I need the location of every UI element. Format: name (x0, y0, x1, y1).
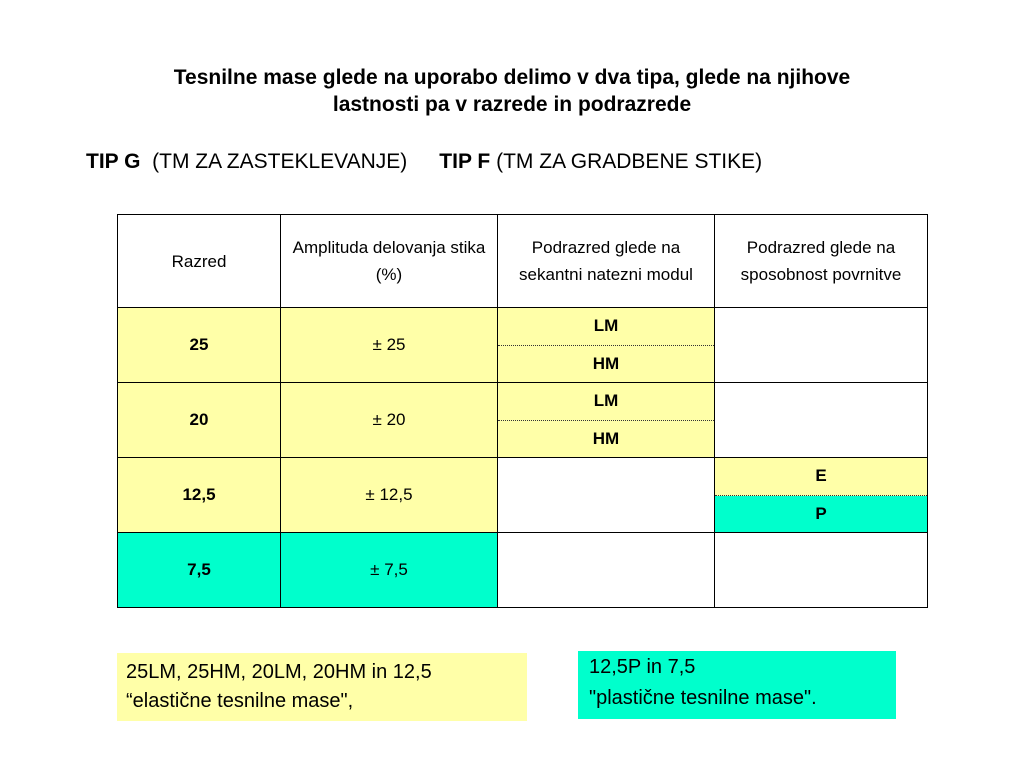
cell-amplituda: ± 12,5 (281, 458, 498, 533)
cell-razred: 25 (118, 308, 281, 383)
cell-modul (498, 383, 715, 458)
header-povrnitev: Podrazred glede na sposobnost povrnitve (715, 215, 928, 308)
cell-amplituda: ± 20 (281, 383, 498, 458)
subclass-lm: LM (498, 383, 714, 421)
plastic-note-line-2: "plastične tesnilne mase". (589, 687, 817, 709)
cell-modul (498, 308, 715, 383)
header-razred: Razred (118, 215, 281, 308)
title-line-1: Tesnilne mase glede na uporabo delimo v dva tipa, glede na njihove (173, 66, 851, 89)
tip-f-label: TIP F (439, 150, 491, 173)
cell-povrnitev (715, 308, 928, 383)
cell-amplituda: ± 7,5 (281, 533, 498, 608)
tip-f-desc: (TM ZA GRADBENE STIKE) (496, 150, 763, 173)
cell-povrnitev (715, 383, 928, 458)
subclass-p: P (715, 496, 927, 533)
classification-table (117, 214, 928, 608)
plastic-note-box (578, 651, 896, 719)
subclass-e: E (715, 458, 927, 496)
elastic-note-line-1: 25LM, 25HM, 20LM, 20HM in 12,5 (126, 661, 432, 683)
type-line (86, 150, 762, 174)
tip-g-desc: (TM ZA ZASTEKLEVANJE) (152, 150, 408, 173)
table-row (118, 533, 928, 608)
title-line-2: lastnosti pa v razrede in podrazrede (332, 93, 692, 116)
cell-modul (498, 458, 715, 533)
elastic-note-box (117, 653, 527, 721)
cell-modul (498, 533, 715, 608)
tip-g-label: TIP G (86, 150, 141, 173)
table-header-row (118, 215, 928, 308)
subclass-hm: HM (592, 428, 620, 448)
cell-povrnitev (715, 533, 928, 608)
cell-amplituda: ± 25 (281, 308, 498, 383)
table-row (118, 308, 928, 383)
subclass-lm: LM (498, 308, 714, 346)
plastic-note-line-1: 12,5P in 7,5 (589, 656, 696, 678)
cell-razred: 7,5 (118, 533, 281, 608)
subclass-hm: HM (592, 353, 620, 373)
header-modul: Podrazred glede na sekantni natezni modul (498, 215, 715, 308)
elastic-note-line-2: “elastične tesnilne mase", (126, 690, 354, 712)
header-amplituda: Amplituda delovanja stika (%) (281, 215, 498, 308)
cell-razred: 12,5 (118, 458, 281, 533)
table-row (118, 458, 928, 533)
cell-povrnitev (715, 458, 928, 533)
table-row (118, 383, 928, 458)
cell-razred: 20 (118, 383, 281, 458)
slide-title (90, 64, 934, 118)
